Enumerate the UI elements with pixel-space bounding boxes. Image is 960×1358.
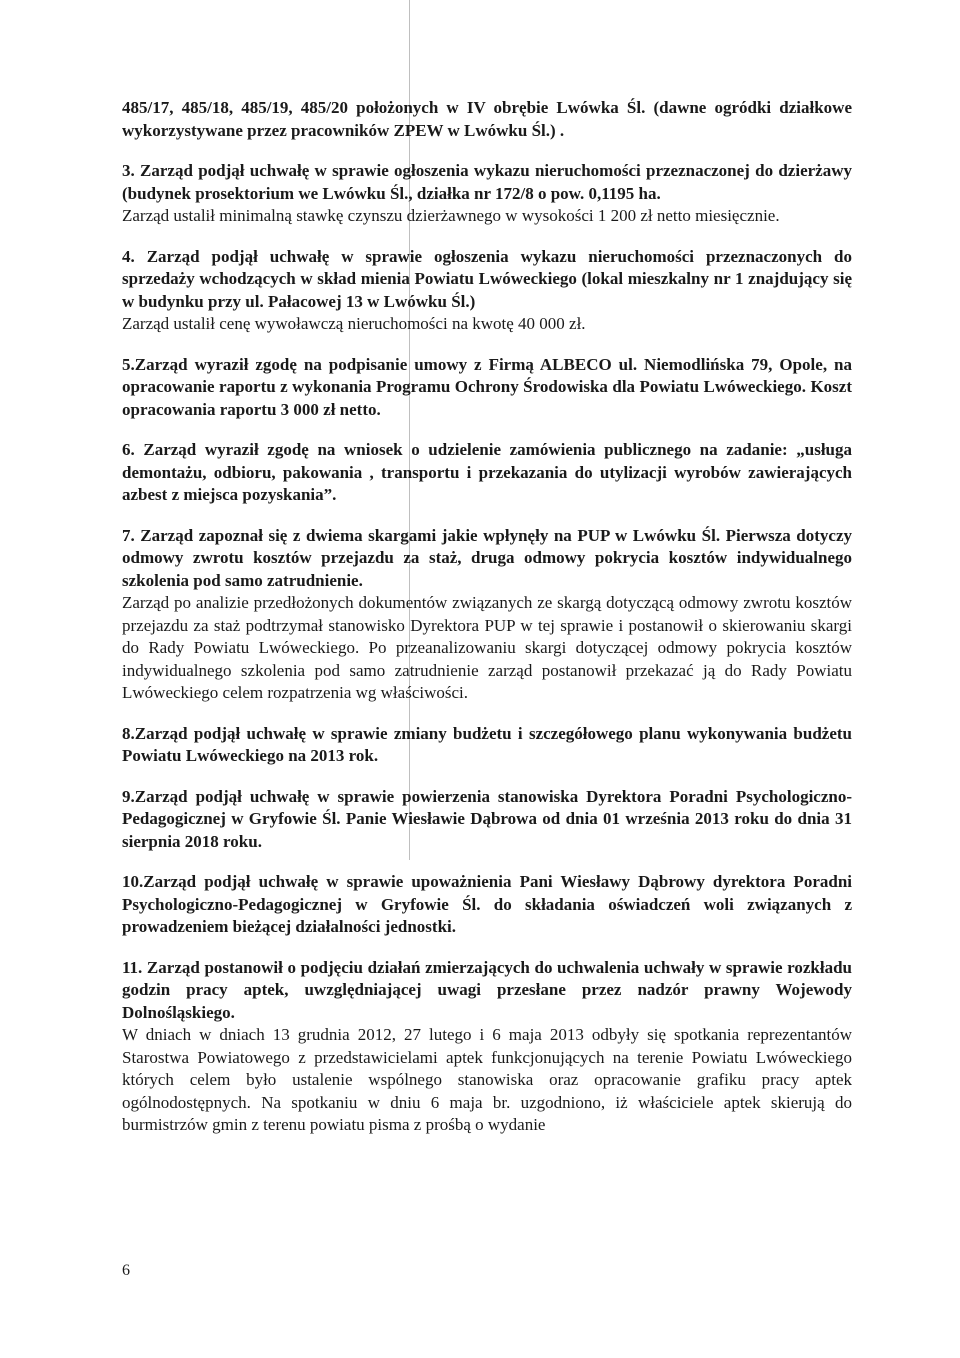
paragraph-6 [122,525,852,705]
paragraph-7 [122,723,852,768]
paragraph-1-text-1: 485/17, 485/18, 485/19, 485/20 położonych w IV obrębie Lwówka Śl. (dawne ogródki działkowe wykorzystywane przez pracowników ZPEW w Lwówku Śl.) . [122,98,852,140]
paragraph-8-text-1: 9.Zarząd podjął uchwałę w sprawie powierzenia stanowiska Dyrektora Poradni Psychologiczno-Pedagogicznej w Gryfowie Śl. Panie Wiesławie Dąbrowa od dnia 01 września 2013 roku do dnia 31 sierpnia 2018 roku. [122,786,852,851]
paragraph-list [122,97,852,1137]
page-number: 6 [122,1262,130,1279]
paragraph-3-text-2: Zarząd ustalił cenę wywoławczą nieruchomości na kwotę 40 000 zł. [122,314,586,333]
paragraph-5-text-1: 6. Zarząd wyraził zgodę na wniosek o udzielenie zamówienia publicznego na zadanie: „usługa demontażu, odbioru, pakowania , transportu i przekazania do utylizacji wyrobów zawierających azbest z miejsca pozyskania”. [122,440,852,504]
paragraph-2 [122,160,852,228]
paragraph-3 [122,246,852,336]
paragraph-4-text-1: 5.Zarząd wyraził zgodę na podpisanie umowy z Firmą ALBECO ul. Niemodlińska 79, Opole, na opracowanie raportu z wykonania Programu Ochrony Środowiska dla Powiatu Lwóweckiego. Koszt opracowania raportu 3 000 zł netto. [122,354,852,419]
paragraph-6-text-2: Zarząd po analizie przedłożonych dokumentów związanych ze skargą dotyczącą odmowy zwrotu kosztów przejazdu za staż podtrzymał stanowisko Dyrektora PUP w tej sprawie i postanowił o skierowaniu skargi do Rady Powiatu Lwóweckiego. Po przeanalizowaniu skargi dotyczącej odmowy pokrycia kosztów indywidualnego szkolenia pod samo zatrudnienie zarząd postanowił przekazać ją do Rady Powiatu Lwóweckiego celem rozpatrzenia wg właściwości. [122,593,852,702]
paragraph-10 [122,957,852,1137]
paragraph-9-text-1: 10.Zarząd podjął uchwałę w sprawie upoważnienia Pani Wiesławy Dąbrowy dyrektora Poradni Psychologiczno-Pedagogicznej w Gryfowie Śl. do składania oświadczeń woli związanych z prowadzeniem bieżącej działalności jednostki. [122,872,852,936]
paragraph-3-text-1: 4. Zarząd podjął uchwałę w sprawie ogłoszenia wykazu nieruchomości przeznaczonych do sprzedaży wchodzących w skład mienia Powiatu Lwóweckiego (lokal mieszkalny nr 1 znajdujący się w budynku przy ul. Pałacowej 13 w Lwówku Śl.) [122,246,852,311]
paragraph-2-text-2: Zarząd ustalił minimalną stawkę czynszu dzierżawnego w wysokości 1 200 zł netto miesięcznie. [122,206,780,225]
paragraph-10-text-2: W dniach w dniach 13 grudnia 2012, 27 lutego i 6 maja 2013 odbyły się spotkania reprezentantów Starostwa Powiatowego z przedstawicielami aptek funkcjonujących na terenie Powiatu Lwóweckiego których celem było ustalenie wspólnego stanowiska oraz opracowanie grafiku pracy aptek ogólnodostępnych. Na spotkaniu w dniu 6 maja br. uzgodniono, iż właściciele aptek skierują do burmistrzów gmin z terenu powiatu pisma z prośbą o wydanie [122,1025,852,1134]
paragraph-10-text-1: 11. Zarząd postanowił o podjęciu działań zmierzających do uchwalenia uchwały w sprawie rozkładu godzin pracy aptek, uwzględniającej uwagi przesłane przez nadzór prawny Wojewody Dolnośląskiego. [122,957,852,1022]
paragraph-2-text-1: 3. Zarząd podjął uchwałę w sprawie ogłoszenia wykazu nieruchomości przeznaczonej do dzierżawy (budynek prosektorium we Lwówku Śl., działka nr 172/8 o pow. 0,1195 ha. [122,161,852,203]
paragraph-7-text-1: 8.Zarząd podjął uchwałę w sprawie zmiany budżetu i szczegółowego planu wykonywania budżetu Powiatu Lwóweckiego na 2013 rok. [122,723,852,765]
paragraph-5 [122,439,852,507]
paragraph-6-text-1: 7. Zarząd zapoznał się z dwiema skargami jakie wpłynęły na PUP w Lwówku Śl. Pierwsza dotyczy odmowy zwrotu kosztów przejazdu za staż, druga odmowy pokrycia kosztów indywidualnego szkolenia pod samo zatrudnienie. [122,525,852,590]
paragraph-1 [122,97,852,142]
document-body [122,97,852,1137]
paragraph-9 [122,871,852,939]
paragraph-4 [122,354,852,422]
paragraph-8 [122,786,852,854]
